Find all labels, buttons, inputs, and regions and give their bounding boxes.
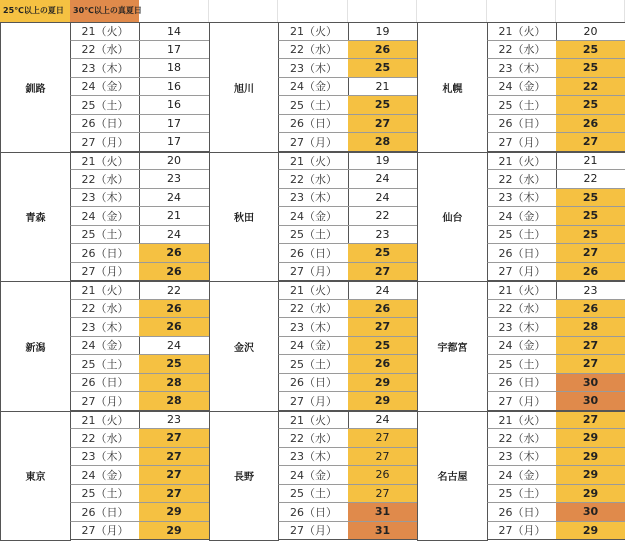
table-row	[278, 59, 418, 78]
temperature-cell[interactable]: 17	[139, 41, 210, 60]
date-cell[interactable]: 21（火）	[70, 411, 140, 430]
temperature-cell[interactable]: 27	[556, 244, 625, 263]
temperature-cell[interactable]: 21	[139, 207, 210, 226]
temperature-cell[interactable]: 26	[348, 41, 418, 60]
date-cell[interactable]: 23（木）	[487, 318, 557, 337]
temperature-cell[interactable]: 26	[139, 244, 210, 263]
temperature-cell[interactable]: 29	[348, 374, 418, 393]
date-cell[interactable]: 23（木）	[278, 448, 349, 467]
temperature-cell[interactable]: 27	[556, 133, 625, 152]
table-row	[487, 133, 625, 152]
table-row	[487, 170, 625, 189]
table-row	[487, 448, 625, 467]
empty-cell[interactable]	[487, 0, 556, 22]
temperature-cell[interactable]: 24	[139, 226, 210, 245]
date-cell[interactable]: 24（金）	[70, 78, 140, 97]
date-cell[interactable]: 22（水）	[278, 41, 349, 60]
city-name-cell[interactable]: 青森	[0, 152, 71, 283]
date-cell[interactable]: 21（火）	[70, 22, 140, 41]
table-row	[487, 392, 625, 411]
date-cell[interactable]: 23（木）	[487, 59, 557, 78]
temperature-cell[interactable]: 27	[139, 429, 210, 448]
temperature-cell[interactable]: 22	[556, 78, 625, 97]
table-row	[487, 522, 625, 541]
table-row	[70, 78, 210, 97]
city-name-cell[interactable]: 旭川	[209, 22, 279, 153]
temperature-cell[interactable]: 19	[348, 22, 418, 41]
date-cell[interactable]: 22（水）	[487, 300, 557, 319]
temperature-cell[interactable]: 25	[556, 41, 625, 60]
temperature-cell[interactable]: 27	[348, 429, 418, 448]
table-row	[278, 485, 418, 504]
temperature-cell[interactable]: 27	[139, 448, 210, 467]
table-row	[70, 133, 210, 152]
table-row	[278, 226, 418, 245]
table-row	[278, 466, 418, 485]
empty-cell[interactable]	[417, 0, 487, 22]
date-cell[interactable]: 22（水）	[70, 429, 140, 448]
temperature-cell[interactable]: 27	[556, 411, 625, 430]
temperature-cell[interactable]: 27	[348, 263, 418, 282]
temperature-cell[interactable]: 29	[348, 392, 418, 411]
date-cell[interactable]: 22（水）	[278, 429, 349, 448]
date-cell[interactable]: 26（日）	[487, 374, 557, 393]
temperature-cell[interactable]: 29	[556, 485, 625, 504]
table-row	[487, 300, 625, 319]
temperature-cell[interactable]: 31	[348, 522, 418, 541]
date-cell[interactable]: 27（月）	[487, 392, 557, 411]
temperature-cell[interactable]: 27	[556, 355, 625, 374]
date-cell[interactable]: 26（日）	[278, 115, 349, 134]
temperature-cell[interactable]: 16	[139, 96, 210, 115]
date-cell[interactable]: 23（木）	[70, 448, 140, 467]
table-row	[278, 392, 418, 411]
table-row	[70, 152, 210, 171]
date-cell[interactable]: 22（水）	[70, 170, 140, 189]
date-cell[interactable]: 21（火）	[70, 152, 140, 171]
date-cell[interactable]: 22（水）	[487, 170, 557, 189]
temperature-cell[interactable]: 25	[139, 355, 210, 374]
city-name-cell[interactable]: 名古屋	[417, 411, 488, 541]
date-cell[interactable]: 27（月）	[278, 522, 349, 541]
date-cell[interactable]: 24（金）	[278, 466, 349, 485]
table-row	[487, 226, 625, 245]
table-row	[487, 78, 625, 97]
date-cell[interactable]: 21（火）	[70, 281, 140, 300]
date-cell[interactable]: 21（火）	[278, 411, 349, 430]
temperature-cell[interactable]: 27	[139, 485, 210, 504]
table-row	[487, 59, 625, 78]
temperature-cell[interactable]: 27	[348, 448, 418, 467]
temperature-cell[interactable]: 22	[139, 281, 210, 300]
table-row	[487, 374, 625, 393]
date-cell[interactable]: 22（水）	[70, 300, 140, 319]
date-cell[interactable]: 22（水）	[487, 41, 557, 60]
table-row	[278, 207, 418, 226]
table-row	[70, 448, 210, 467]
table-row	[278, 448, 418, 467]
table-row	[487, 96, 625, 115]
temperature-cell[interactable]: 28	[348, 133, 418, 152]
table-row	[70, 170, 210, 189]
table-row	[70, 226, 210, 245]
table-row	[487, 337, 625, 356]
date-cell[interactable]: 21（火）	[487, 22, 557, 41]
temperature-cell[interactable]: 21	[556, 152, 625, 171]
date-cell[interactable]: 22（水）	[278, 300, 349, 319]
date-cell[interactable]: 26（日）	[278, 374, 349, 393]
temperature-cell[interactable]: 26	[139, 263, 210, 282]
table-row	[70, 337, 210, 356]
table-row	[487, 22, 625, 41]
temperature-cell[interactable]: 24	[348, 170, 418, 189]
table-row	[278, 411, 418, 430]
table-row	[70, 22, 210, 41]
date-cell[interactable]: 23（木）	[70, 318, 140, 337]
table-row	[487, 503, 625, 522]
date-cell[interactable]: 23（木）	[70, 59, 140, 78]
table-row	[278, 170, 418, 189]
table-row	[487, 466, 625, 485]
table-row	[487, 41, 625, 60]
temperature-cell[interactable]: 30	[556, 392, 625, 411]
table-row	[278, 522, 418, 541]
date-cell[interactable]: 25（土）	[70, 355, 140, 374]
table-row	[70, 392, 210, 411]
date-cell[interactable]: 24（金）	[278, 207, 349, 226]
temperature-cell[interactable]: 18	[139, 59, 210, 78]
date-cell[interactable]: 27（月）	[70, 263, 140, 282]
temperature-cell[interactable]: 17	[139, 133, 210, 152]
date-cell[interactable]: 21（火）	[278, 152, 349, 171]
table-row	[278, 78, 418, 97]
table-row	[487, 115, 625, 134]
temperature-cell[interactable]: 26	[556, 115, 625, 134]
date-cell[interactable]: 26（日）	[278, 503, 349, 522]
table-row	[70, 281, 210, 300]
date-cell[interactable]: 24（金）	[70, 207, 140, 226]
temperature-cell[interactable]: 26	[348, 300, 418, 319]
table-row	[278, 22, 418, 41]
temperature-cell[interactable]: 22	[556, 170, 625, 189]
temperature-cell[interactable]: 25	[348, 59, 418, 78]
temperature-cell[interactable]: 24	[348, 189, 418, 208]
table-row	[278, 503, 418, 522]
date-cell[interactable]: 26（日）	[487, 244, 557, 263]
temperature-cell[interactable]: 21	[348, 78, 418, 97]
table-row	[278, 429, 418, 448]
temperature-cell[interactable]: 29	[139, 503, 210, 522]
temperature-cell[interactable]: 28	[556, 318, 625, 337]
date-cell[interactable]: 22（水）	[70, 41, 140, 60]
date-cell[interactable]: 26（日）	[70, 115, 140, 134]
date-cell[interactable]: 21（火）	[487, 152, 557, 171]
temperature-cell[interactable]: 25	[348, 337, 418, 356]
table-row	[278, 96, 418, 115]
temperature-cell[interactable]: 22	[348, 207, 418, 226]
date-cell[interactable]: 21（火）	[278, 22, 349, 41]
table-row	[487, 263, 625, 282]
date-cell[interactable]: 23（木）	[70, 189, 140, 208]
temperature-cell[interactable]: 24	[348, 281, 418, 300]
table-row	[278, 152, 418, 171]
city-name-cell[interactable]: 札幌	[417, 22, 488, 153]
table-row	[487, 355, 625, 374]
temperature-cell[interactable]: 23	[556, 281, 625, 300]
temperature-cell[interactable]: 27	[556, 337, 625, 356]
temperature-cell[interactable]: 20	[556, 22, 625, 41]
temperature-cell[interactable]: 25	[556, 189, 625, 208]
table-row	[487, 281, 625, 300]
date-cell[interactable]: 27（月）	[487, 133, 557, 152]
date-cell[interactable]: 21（火）	[487, 281, 557, 300]
table-row	[70, 59, 210, 78]
date-cell[interactable]: 25（土）	[487, 355, 557, 374]
city-name-cell[interactable]: 金沢	[209, 281, 279, 412]
temperature-grid	[0, 22, 625, 540]
legend-row	[0, 0, 625, 22]
date-cell[interactable]: 24（金）	[70, 337, 140, 356]
table-row	[70, 485, 210, 504]
date-cell[interactable]: 27（月）	[278, 263, 349, 282]
temperature-cell[interactable]: 28	[139, 392, 210, 411]
date-cell[interactable]: 21（火）	[278, 281, 349, 300]
date-cell[interactable]: 22（水）	[487, 429, 557, 448]
table-row	[278, 244, 418, 263]
date-cell[interactable]: 25（土）	[487, 226, 557, 245]
temperature-cell[interactable]: 28	[139, 374, 210, 393]
temperature-cell[interactable]: 23	[139, 170, 210, 189]
date-cell[interactable]: 23（木）	[278, 189, 349, 208]
temperature-cell[interactable]: 24	[139, 189, 210, 208]
date-cell[interactable]: 24（金）	[278, 337, 349, 356]
temperature-cell[interactable]: 27	[348, 485, 418, 504]
date-cell[interactable]: 26（日）	[278, 244, 349, 263]
date-cell[interactable]: 27（月）	[278, 133, 349, 152]
table-row	[70, 96, 210, 115]
date-cell[interactable]: 24（金）	[487, 78, 557, 97]
temperature-cell[interactable]: 25	[556, 96, 625, 115]
table-row	[487, 318, 625, 337]
table-row	[70, 374, 210, 393]
temperature-cell[interactable]: 31	[348, 503, 418, 522]
temperature-cell[interactable]: 26	[348, 355, 418, 374]
temperature-cell[interactable]: 26	[139, 318, 210, 337]
empty-cell[interactable]	[348, 0, 417, 22]
temperature-cell[interactable]: 29	[556, 522, 625, 541]
table-row	[278, 189, 418, 208]
date-cell[interactable]: 26（日）	[70, 374, 140, 393]
table-row	[70, 207, 210, 226]
date-cell[interactable]: 25（土）	[70, 96, 140, 115]
date-cell[interactable]: 24（金）	[487, 337, 557, 356]
date-cell[interactable]: 26（日）	[70, 244, 140, 263]
date-cell[interactable]: 25（土）	[70, 485, 140, 504]
date-cell[interactable]: 27（月）	[278, 392, 349, 411]
empty-cell[interactable]	[209, 0, 278, 22]
date-cell[interactable]: 24（金）	[278, 78, 349, 97]
temperature-cell[interactable]: 19	[348, 152, 418, 171]
empty-cell[interactable]	[278, 0, 348, 22]
table-row	[278, 115, 418, 134]
temperature-cell[interactable]: 14	[139, 22, 210, 41]
table-row	[278, 355, 418, 374]
date-cell[interactable]: 25（土）	[278, 485, 349, 504]
temperature-cell[interactable]: 25	[348, 96, 418, 115]
date-cell[interactable]: 24（金）	[70, 466, 140, 485]
table-row	[278, 281, 418, 300]
date-cell[interactable]: 27（月）	[487, 522, 557, 541]
date-cell[interactable]: 25（土）	[278, 355, 349, 374]
city-name-cell[interactable]: 秋田	[209, 152, 279, 283]
table-row	[487, 244, 625, 263]
date-cell[interactable]: 23（木）	[278, 59, 349, 78]
table-row	[278, 263, 418, 282]
empty-cell[interactable]	[139, 0, 209, 22]
city-name-cell[interactable]: 新潟	[0, 281, 71, 412]
date-cell[interactable]: 27（月）	[487, 263, 557, 282]
temperature-cell[interactable]: 25	[556, 207, 625, 226]
date-cell[interactable]: 26（日）	[70, 503, 140, 522]
temperature-cell[interactable]: 23	[139, 411, 210, 430]
legend-summer-day[interactable]: 25℃以上の夏日	[0, 0, 70, 22]
date-cell[interactable]: 24（金）	[487, 466, 557, 485]
table-row	[70, 244, 210, 263]
date-cell[interactable]: 23（木）	[487, 189, 557, 208]
temperature-cell[interactable]: 27	[348, 318, 418, 337]
table-row	[487, 189, 625, 208]
temperature-cell[interactable]: 26	[556, 300, 625, 319]
table-row	[278, 41, 418, 60]
empty-cell[interactable]	[556, 0, 625, 22]
temperature-cell[interactable]: 20	[139, 152, 210, 171]
temperature-cell[interactable]: 26	[556, 263, 625, 282]
city-name-cell[interactable]: 釧路	[0, 22, 71, 153]
table-row	[70, 503, 210, 522]
table-row	[487, 429, 625, 448]
city-name-cell[interactable]: 宇都宮	[417, 281, 488, 412]
date-cell[interactable]: 26（日）	[487, 115, 557, 134]
temperature-cell[interactable]: 26	[348, 466, 418, 485]
city-name-cell[interactable]: 東京	[0, 411, 71, 541]
table-row	[70, 115, 210, 134]
temperature-cell[interactable]: 24	[139, 337, 210, 356]
date-cell[interactable]: 23（木）	[278, 318, 349, 337]
date-cell[interactable]: 21（火）	[487, 411, 557, 430]
table-row	[487, 152, 625, 171]
table-row	[70, 411, 210, 430]
date-cell[interactable]: 25（土）	[487, 96, 557, 115]
date-cell[interactable]: 25（土）	[487, 485, 557, 504]
temperature-cell[interactable]: 26	[139, 300, 210, 319]
table-row	[278, 337, 418, 356]
date-cell[interactable]: 23（木）	[487, 448, 557, 467]
city-name-cell[interactable]: 仙台	[417, 152, 488, 283]
temperature-cell[interactable]: 27	[139, 466, 210, 485]
date-cell[interactable]: 27（月）	[70, 392, 140, 411]
temperature-cell[interactable]: 16	[139, 78, 210, 97]
table-row	[278, 300, 418, 319]
table-row	[70, 522, 210, 541]
temperature-cell[interactable]: 25	[348, 244, 418, 263]
temperature-cell[interactable]: 17	[139, 115, 210, 134]
temperature-cell[interactable]: 23	[348, 226, 418, 245]
table-row	[70, 189, 210, 208]
table-row	[278, 374, 418, 393]
table-row	[70, 41, 210, 60]
date-cell[interactable]: 27（月）	[70, 133, 140, 152]
temperature-cell[interactable]: 27	[348, 115, 418, 134]
date-cell[interactable]: 27（月）	[70, 522, 140, 541]
temperature-cell[interactable]: 29	[556, 448, 625, 467]
table-row	[487, 411, 625, 430]
temperature-cell[interactable]: 29	[556, 466, 625, 485]
table-row	[278, 318, 418, 337]
table-row	[70, 318, 210, 337]
table-row	[70, 263, 210, 282]
legend-midsummer-day[interactable]: 30℃以上の真夏日	[70, 0, 139, 22]
temperature-cell[interactable]: 25	[556, 226, 625, 245]
table-row	[487, 485, 625, 504]
date-cell[interactable]: 25（土）	[278, 226, 349, 245]
date-cell[interactable]: 26（日）	[487, 503, 557, 522]
temperature-cell[interactable]: 30	[556, 503, 625, 522]
date-cell[interactable]: 25（土）	[278, 96, 349, 115]
table-row	[487, 207, 625, 226]
temperature-cell[interactable]: 29	[556, 429, 625, 448]
temperature-cell[interactable]: 29	[139, 522, 210, 541]
city-name-cell[interactable]: 長野	[209, 411, 279, 541]
table-row	[70, 355, 210, 374]
date-cell[interactable]: 24（金）	[487, 207, 557, 226]
table-row	[70, 300, 210, 319]
table-row	[278, 133, 418, 152]
date-cell[interactable]: 25（土）	[70, 226, 140, 245]
temperature-cell[interactable]: 24	[348, 411, 418, 430]
temperature-cell[interactable]: 30	[556, 374, 625, 393]
table-row	[70, 466, 210, 485]
date-cell[interactable]: 22（水）	[278, 170, 349, 189]
temperature-cell[interactable]: 25	[556, 59, 625, 78]
table-row	[70, 429, 210, 448]
